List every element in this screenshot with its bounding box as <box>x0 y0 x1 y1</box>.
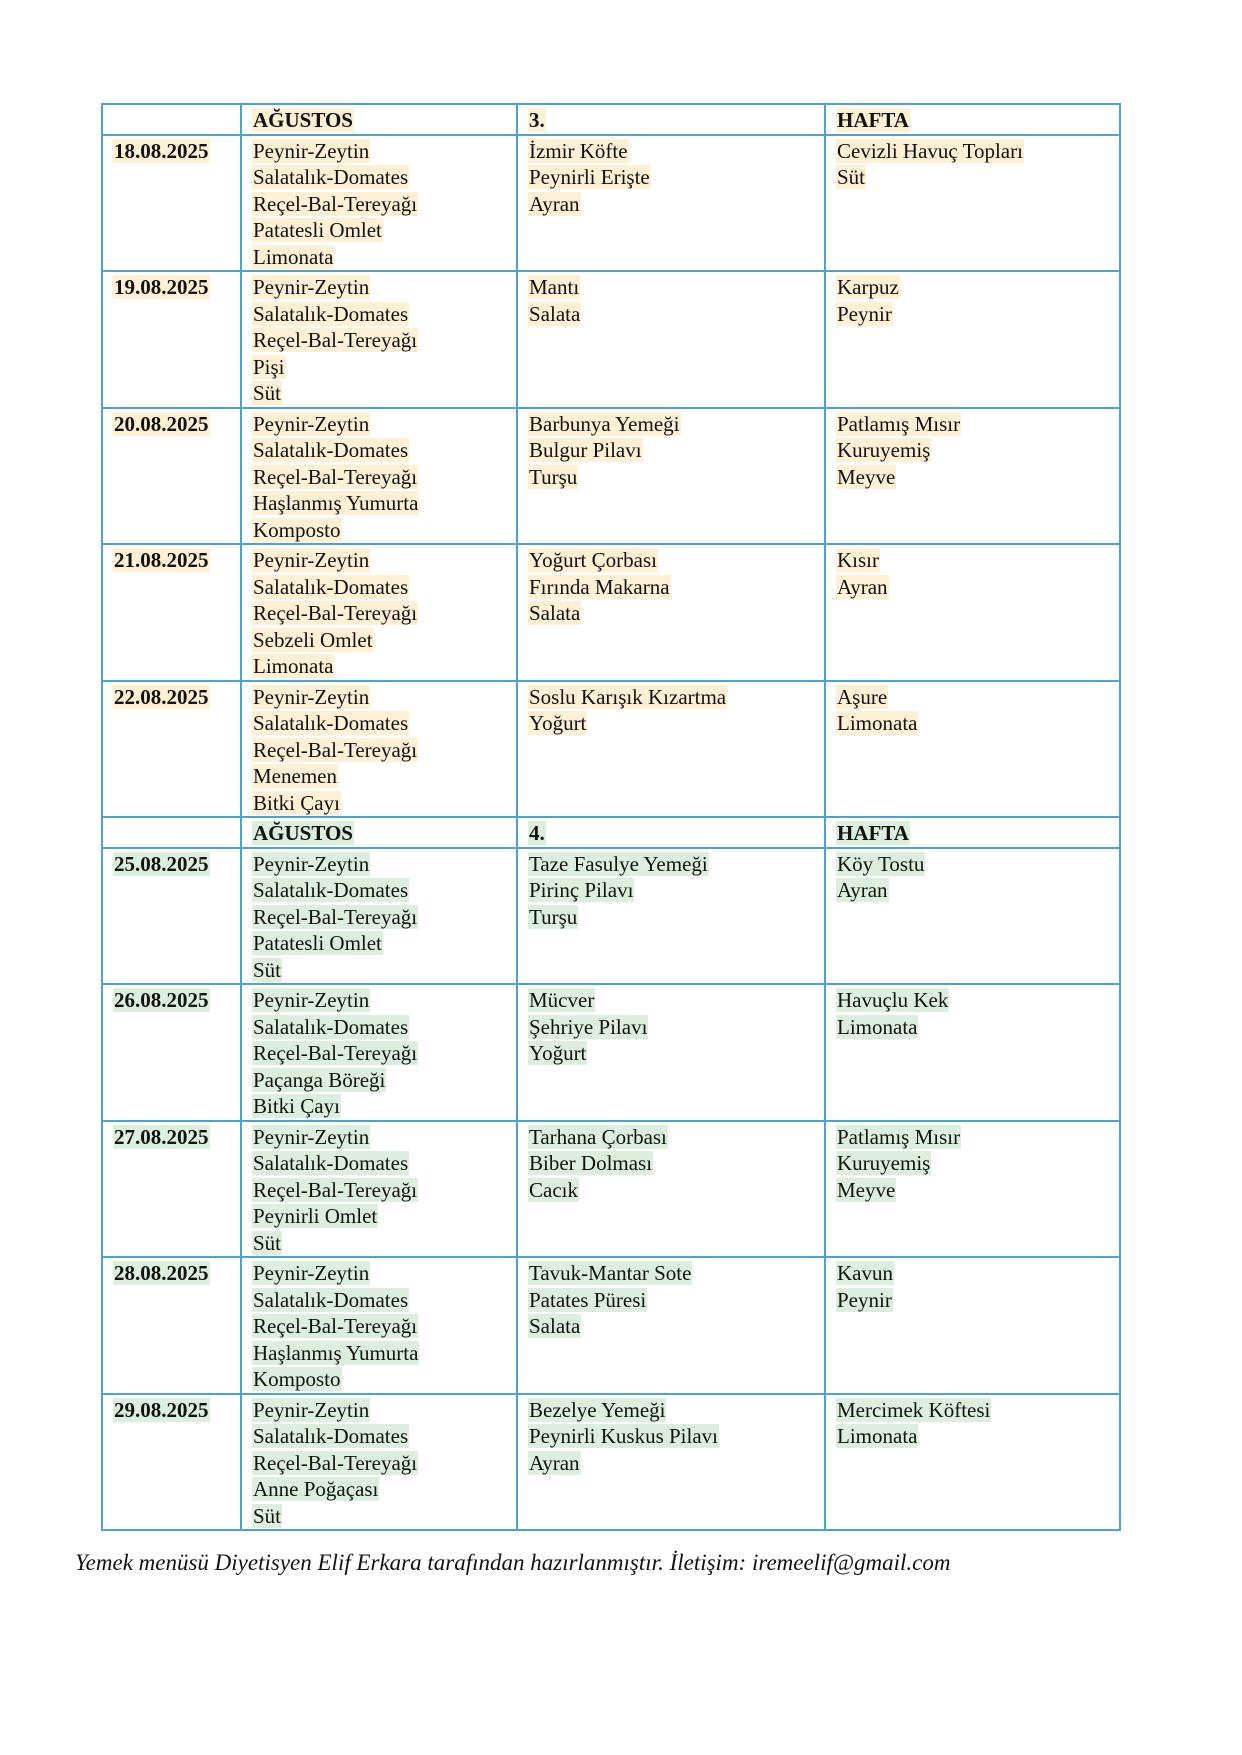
breakfast-item: Patatesli Omlet <box>253 931 382 955</box>
snack-item-line <box>836 464 1109 491</box>
lunch-item-line <box>528 904 814 931</box>
breakfast-item: Salatalık-Domates <box>253 878 409 902</box>
breakfast-item-line <box>252 904 506 931</box>
lunch-item-line <box>528 1260 814 1287</box>
day-row <box>102 271 1120 408</box>
breakfast-item: Peynir-Zeytin <box>253 988 370 1012</box>
snack-cell <box>825 681 1120 818</box>
lunch-cell <box>517 408 825 545</box>
snack-cell <box>825 1121 1120 1258</box>
breakfast-item: Paçanga Böreği <box>253 1067 386 1092</box>
lunch-item-line <box>528 1124 814 1151</box>
snack-item: Ayran <box>837 574 888 599</box>
breakfast-item-line <box>252 138 506 165</box>
lunch-item-line <box>528 547 814 574</box>
date-cell <box>102 408 241 545</box>
breakfast-item-line <box>252 490 506 517</box>
lunch-item: Barbunya Yemeği <box>529 411 680 436</box>
lunch-item-line <box>528 574 814 601</box>
breakfast-item: Reçel-Bal-Tereyağı <box>253 904 418 929</box>
breakfast-item-line <box>252 1040 506 1067</box>
week-label: HAFTA <box>837 108 909 132</box>
day-row <box>102 1257 1120 1394</box>
snack-item: Meyve <box>837 464 896 489</box>
lunch-item-line <box>528 600 814 627</box>
date: 26.08.2025 <box>114 988 209 1012</box>
date: 29.08.2025 <box>114 1397 209 1422</box>
breakfast-item-line <box>252 1287 506 1314</box>
snack-item-line <box>836 851 1109 878</box>
breakfast-item-line <box>252 354 506 381</box>
breakfast-item: Süt <box>253 957 282 982</box>
lunch-item: Soslu Karışık Kızartma <box>529 684 727 709</box>
lunch-item: Biber Dolması <box>529 1151 653 1175</box>
breakfast-item-line <box>252 1067 506 1094</box>
breakfast-item-line <box>252 411 506 438</box>
breakfast-item-line <box>252 987 506 1014</box>
date-cell <box>102 681 241 818</box>
week-header-empty <box>102 817 241 848</box>
lunch-item: Peynirli Kuskus Pilavı <box>529 1424 719 1448</box>
lunch-item: İzmir Köfte <box>529 138 628 163</box>
breakfast-item-line <box>252 1397 506 1424</box>
snack-cell <box>825 1257 1120 1394</box>
snack-item: Aşure <box>837 684 888 709</box>
breakfast-item: Süt <box>253 1503 282 1528</box>
breakfast-item-line <box>252 301 506 328</box>
lunch-item-line <box>528 191 814 218</box>
breakfast-item: Salatalık-Domates <box>253 711 409 735</box>
breakfast-cell <box>241 408 517 545</box>
lunch-item: Yoğurt <box>529 711 587 735</box>
day-row <box>102 1394 1120 1531</box>
week-number: 4. <box>529 821 545 845</box>
breakfast-item: Peynir-Zeytin <box>253 1124 370 1149</box>
snack-cell <box>825 408 1120 545</box>
lunch-cell <box>517 544 825 681</box>
lunch-item: Turşu <box>529 904 578 929</box>
breakfast-item: Haşlanmış Yumurta <box>253 491 419 515</box>
lunch-cell <box>517 681 825 818</box>
breakfast-item-line <box>252 1260 506 1287</box>
snack-item: Mercimek Köftesi <box>837 1397 991 1422</box>
snack-item-line <box>836 138 1109 165</box>
lunch-item: Mücver <box>529 988 595 1012</box>
day-row <box>102 135 1120 272</box>
breakfast-item: Peynir-Zeytin <box>253 138 370 163</box>
breakfast-item-line <box>252 437 506 464</box>
breakfast-item-line <box>252 930 506 957</box>
breakfast-item: Sebzeli Omlet <box>253 627 373 652</box>
week-number-cell <box>517 817 825 848</box>
snack-item: Kuruyemiş <box>837 438 931 462</box>
breakfast-item: Peynir-Zeytin <box>253 548 370 572</box>
breakfast-item-line <box>252 763 506 790</box>
menu-table <box>101 103 1121 1531</box>
lunch-item: Şehriye Pilavı <box>529 1014 648 1039</box>
lunch-cell <box>517 1257 825 1394</box>
lunch-item: Bulgur Pilavı <box>529 438 642 462</box>
breakfast-item: Peynir-Zeytin <box>253 1261 370 1285</box>
breakfast-item-line <box>252 164 506 191</box>
snack-item: Süt <box>837 165 866 189</box>
breakfast-item-line <box>252 327 506 354</box>
lunch-item: Bezelye Yemeği <box>529 1397 666 1422</box>
breakfast-item-line <box>252 957 506 984</box>
lunch-cell <box>517 271 825 408</box>
snack-item: Kavun <box>837 1261 893 1285</box>
week-month-cell <box>241 817 517 848</box>
date: 20.08.2025 <box>114 411 209 436</box>
breakfast-cell <box>241 1394 517 1531</box>
lunch-item-line <box>528 1450 814 1477</box>
snack-item-line <box>836 574 1109 601</box>
lunch-item: Salata <box>529 601 581 625</box>
breakfast-item-line <box>252 627 506 654</box>
breakfast-item: Reçel-Bal-Tereyağı <box>253 464 418 489</box>
breakfast-item-line <box>252 1423 506 1450</box>
date: 22.08.2025 <box>114 684 209 709</box>
breakfast-item: Peynir-Zeytin <box>253 1397 370 1422</box>
date: 27.08.2025 <box>114 1124 209 1149</box>
breakfast-item: Reçel-Bal-Tereyağı <box>253 1041 418 1065</box>
breakfast-cell <box>241 135 517 272</box>
footer-note: Yemek menüsü Diyetisyen Elif Erkara tarafından hazırlanmıştır. İletişim: iremeelif@gmail.com <box>75 1550 951 1575</box>
snack-item-line <box>836 437 1109 464</box>
date-cell <box>102 1257 241 1394</box>
breakfast-item: Salatalık-Domates <box>253 1151 409 1175</box>
lunch-item: Yoğurt Çorbası <box>529 548 657 572</box>
day-row <box>102 1121 1120 1258</box>
breakfast-item-line <box>252 1476 506 1503</box>
lunch-item-line <box>528 301 814 328</box>
breakfast-item: Bitki Çayı <box>253 1094 340 1118</box>
snack-item-line <box>836 1260 1109 1287</box>
snack-item: Karpuz <box>837 275 899 299</box>
snack-item: Cevizli Havuç Topları <box>837 138 1023 163</box>
breakfast-item-line <box>252 274 506 301</box>
day-row <box>102 408 1120 545</box>
breakfast-item: Anne Poğaçası <box>253 1477 379 1501</box>
breakfast-item-line <box>252 1093 506 1120</box>
breakfast-item-line <box>252 574 506 601</box>
breakfast-item: Salatalık-Domates <box>253 1424 409 1448</box>
breakfast-item: Salatalık-Domates <box>253 301 409 326</box>
snack-cell <box>825 1394 1120 1531</box>
week-number: 3. <box>529 108 545 132</box>
lunch-item: Ayran <box>529 1450 580 1475</box>
snack-item: Kuruyemiş <box>837 1151 931 1175</box>
breakfast-item: Reçel-Bal-Tereyağı <box>253 1314 418 1338</box>
lunch-item-line <box>528 1150 814 1177</box>
breakfast-item-line <box>252 1340 506 1367</box>
lunch-cell <box>517 135 825 272</box>
lunch-item-line <box>528 411 814 438</box>
lunch-item: Turşu <box>529 464 578 489</box>
date-cell <box>102 1121 241 1258</box>
snack-cell <box>825 135 1120 272</box>
breakfast-item-line <box>252 464 506 491</box>
snack-item-line <box>836 1423 1109 1450</box>
breakfast-item: Limonata <box>253 654 334 678</box>
breakfast-item-line <box>252 217 506 244</box>
breakfast-item-line <box>252 877 506 904</box>
breakfast-item: Süt <box>253 381 282 405</box>
breakfast-item-line <box>252 547 506 574</box>
lunch-cell <box>517 1394 825 1531</box>
snack-item: Peynir <box>837 301 892 326</box>
breakfast-item: Salatalık-Domates <box>253 1287 409 1312</box>
week-month: AĞUSTOS <box>253 108 353 132</box>
snack-item: Havuçlu Kek <box>837 988 949 1012</box>
breakfast-item-line <box>252 1150 506 1177</box>
lunch-cell <box>517 1121 825 1258</box>
lunch-item-line <box>528 1313 814 1340</box>
breakfast-item-line <box>252 244 506 271</box>
breakfast-cell <box>241 848 517 985</box>
lunch-item-line <box>528 1014 814 1041</box>
date-cell <box>102 544 241 681</box>
lunch-item: Mantı <box>529 275 580 299</box>
lunch-item-line <box>528 1423 814 1450</box>
lunch-item-line <box>528 1397 814 1424</box>
snack-item-line <box>836 987 1109 1014</box>
date-cell <box>102 271 241 408</box>
date-cell <box>102 135 241 272</box>
date-cell <box>102 984 241 1121</box>
date: 25.08.2025 <box>114 851 209 876</box>
snack-item: Limonata <box>837 711 918 735</box>
lunch-item: Fırında Makarna <box>529 574 670 599</box>
day-row <box>102 544 1120 681</box>
breakfast-item: Menemen <box>253 764 337 788</box>
breakfast-item-line <box>252 517 506 544</box>
breakfast-item: Reçel-Bal-Tereyağı <box>253 328 418 352</box>
week-number-cell <box>517 104 825 135</box>
lunch-cell <box>517 848 825 985</box>
snack-item-line <box>836 1150 1109 1177</box>
snack-item-line <box>836 1397 1109 1424</box>
breakfast-item-line <box>252 1313 506 1340</box>
breakfast-item: Reçel-Bal-Tereyağı <box>253 601 418 625</box>
date: 19.08.2025 <box>114 275 209 299</box>
lunch-item-line <box>528 684 814 711</box>
breakfast-item: Peynirli Omlet <box>253 1204 378 1228</box>
breakfast-item: Peynir-Zeytin <box>253 851 370 876</box>
breakfast-item-line <box>252 1203 506 1230</box>
breakfast-item: Pişi <box>253 354 285 379</box>
lunch-item-line <box>528 164 814 191</box>
day-row <box>102 848 1120 985</box>
week-label: HAFTA <box>837 821 909 845</box>
week-header-empty <box>102 104 241 135</box>
breakfast-item-line <box>252 710 506 737</box>
lunch-cell <box>517 984 825 1121</box>
breakfast-item-line <box>252 851 506 878</box>
snack-cell <box>825 984 1120 1121</box>
breakfast-item: Süt <box>253 1230 282 1255</box>
lunch-item-line <box>528 274 814 301</box>
breakfast-item: Komposto <box>253 1367 341 1391</box>
breakfast-item-line <box>252 191 506 218</box>
lunch-item: Pirinç Pilavı <box>529 878 634 902</box>
snack-item-line <box>836 1177 1109 1204</box>
lunch-item-line <box>528 1040 814 1067</box>
breakfast-item: Salatalık-Domates <box>253 574 409 599</box>
breakfast-item-line <box>252 1230 506 1257</box>
lunch-item-line <box>528 1287 814 1314</box>
lunch-item: Cacık <box>529 1177 578 1202</box>
breakfast-item: Haşlanmış Yumurta <box>253 1340 419 1365</box>
lunch-item: Salata <box>529 1314 581 1338</box>
snack-item: Patlamış Mısır <box>837 411 961 436</box>
breakfast-cell <box>241 1257 517 1394</box>
week-label-cell <box>825 104 1120 135</box>
week-month: AĞUSTOS <box>253 821 353 845</box>
breakfast-item-line <box>252 684 506 711</box>
breakfast-item-line <box>252 1503 506 1530</box>
snack-item: Limonata <box>837 1014 918 1039</box>
breakfast-item-line <box>252 380 506 407</box>
breakfast-item: Limonata <box>253 244 334 269</box>
day-row <box>102 984 1120 1121</box>
lunch-item-line <box>528 1177 814 1204</box>
date: 28.08.2025 <box>114 1261 209 1285</box>
lunch-item: Taze Fasulye Yemeği <box>529 851 708 876</box>
snack-item: Meyve <box>837 1177 896 1202</box>
breakfast-item: Peynir-Zeytin <box>253 684 370 709</box>
snack-cell <box>825 848 1120 985</box>
snack-item-line <box>836 1287 1109 1314</box>
week-header-row <box>102 104 1120 135</box>
snack-item-line <box>836 710 1109 737</box>
menu-body <box>102 104 1120 1530</box>
lunch-item: Peynirli Erişte <box>529 165 650 189</box>
breakfast-item: Salatalık-Domates <box>253 165 409 189</box>
lunch-item: Ayran <box>529 191 580 216</box>
breakfast-cell <box>241 1121 517 1258</box>
date: 21.08.2025 <box>114 548 209 572</box>
snack-item-line <box>836 301 1109 328</box>
breakfast-item-line <box>252 1366 506 1393</box>
breakfast-item: Reçel-Bal-Tereyağı <box>253 191 418 216</box>
breakfast-item-line <box>252 600 506 627</box>
snack-item-line <box>836 164 1109 191</box>
snack-item: Limonata <box>837 1424 918 1448</box>
snack-item: Ayran <box>837 878 888 902</box>
snack-item: Kısır <box>837 548 879 572</box>
date-cell <box>102 1394 241 1531</box>
date: 18.08.2025 <box>114 138 209 163</box>
breakfast-item-line <box>252 1177 506 1204</box>
lunch-item-line <box>528 877 814 904</box>
breakfast-item: Bitki Çayı <box>253 790 340 815</box>
snack-cell <box>825 271 1120 408</box>
snack-item: Patlamış Mısır <box>837 1124 961 1149</box>
snack-item-line <box>836 1014 1109 1041</box>
snack-item-line <box>836 684 1109 711</box>
snack-item-line <box>836 274 1109 301</box>
lunch-item: Yoğurt <box>529 1041 587 1065</box>
breakfast-item-line <box>252 737 506 764</box>
breakfast-cell <box>241 681 517 818</box>
lunch-item: Salata <box>529 301 581 326</box>
lunch-item: Tavuk-Mantar Sote <box>529 1261 692 1285</box>
week-header-row <box>102 817 1120 848</box>
day-row <box>102 681 1120 818</box>
snack-cell <box>825 544 1120 681</box>
breakfast-item: Reçel-Bal-Tereyağı <box>253 1450 418 1475</box>
lunch-item: Patates Püresi <box>529 1287 647 1312</box>
snack-item-line <box>836 1124 1109 1151</box>
breakfast-item: Peynir-Zeytin <box>253 411 370 436</box>
breakfast-item: Reçel-Bal-Tereyağı <box>253 1177 418 1202</box>
breakfast-item: Patatesli Omlet <box>253 218 382 242</box>
breakfast-item-line <box>252 1014 506 1041</box>
week-month-cell <box>241 104 517 135</box>
breakfast-item: Reçel-Bal-Tereyağı <box>253 737 418 762</box>
lunch-item-line <box>528 138 814 165</box>
snack-item-line <box>836 411 1109 438</box>
lunch-item-line <box>528 464 814 491</box>
breakfast-item-line <box>252 1450 506 1477</box>
breakfast-item: Peynir-Zeytin <box>253 275 370 299</box>
breakfast-item: Salatalık-Domates <box>253 1014 409 1039</box>
snack-item: Köy Tostu <box>837 851 925 876</box>
lunch-item-line <box>528 851 814 878</box>
breakfast-cell <box>241 271 517 408</box>
snack-item-line <box>836 877 1109 904</box>
snack-item-line <box>836 547 1109 574</box>
date-cell <box>102 848 241 985</box>
breakfast-cell <box>241 984 517 1121</box>
breakfast-item-line <box>252 1124 506 1151</box>
lunch-item-line <box>528 987 814 1014</box>
week-label-cell <box>825 817 1120 848</box>
breakfast-cell <box>241 544 517 681</box>
breakfast-item: Komposto <box>253 517 341 542</box>
lunch-item: Tarhana Çorbası <box>529 1124 667 1149</box>
lunch-item-line <box>528 710 814 737</box>
breakfast-item-line <box>252 790 506 817</box>
snack-item: Peynir <box>837 1287 892 1312</box>
breakfast-item: Salatalık-Domates <box>253 438 409 462</box>
lunch-item-line <box>528 437 814 464</box>
breakfast-item-line <box>252 653 506 680</box>
